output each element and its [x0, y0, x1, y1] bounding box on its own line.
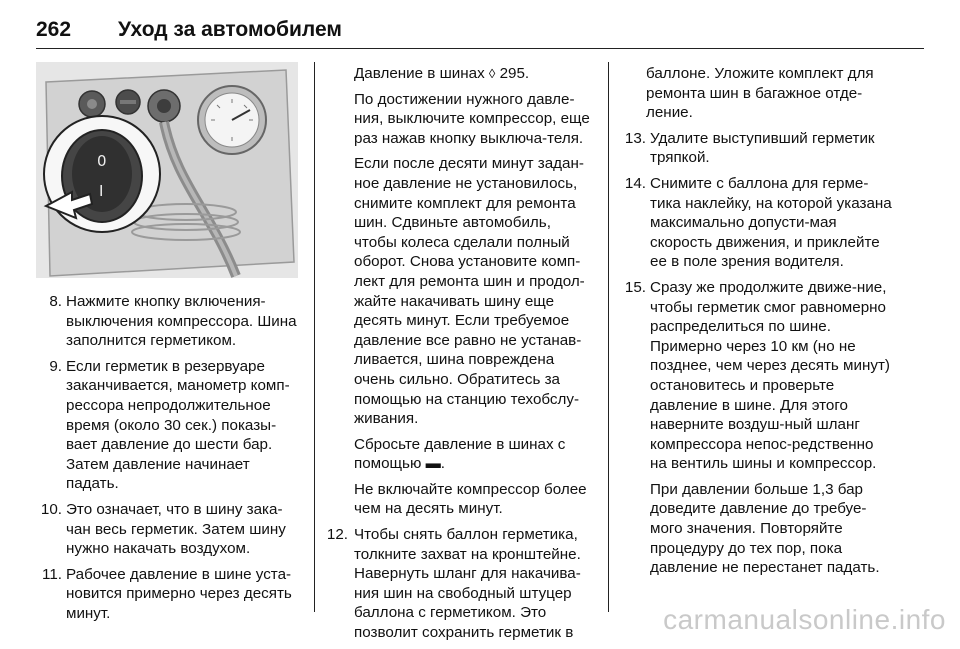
item-number: 11. [42, 565, 62, 583]
item-number: 10. [40, 500, 62, 518]
column-2 [326, 64, 596, 649]
page-header [36, 18, 924, 48]
knob-top-label: 0 [97, 152, 107, 170]
column-divider [314, 62, 315, 612]
list-item [36, 357, 298, 494]
list-item [36, 565, 298, 624]
column-3 [620, 64, 892, 584]
item-number: 13. [624, 129, 646, 147]
item-number: 9. [49, 357, 62, 375]
page-title: Уход за автомобилем [118, 18, 342, 41]
item-number: 8. [49, 293, 62, 310]
item-text: Если герметик в резервуаре заканчивается, манометр комп-рессора непродолжительное время (около 30 сек.) показы-вает давление до шести бар. Затем давление начинает падать. [66, 357, 290, 493]
list-item [620, 129, 892, 168]
page-number: 262 [36, 18, 72, 41]
item-text: Чтобы снять баллон герметика, толкните захват на кронштейне. Навернуть шланг для накачива-ния шин на свободный штуцер баллона с герметиком. Это позволит сохранить герметик в [354, 526, 581, 642]
paragraph: Не включайте компрессор более чем на десять минут. [354, 480, 587, 518]
paragraph: баллоне. Уложите комплект для ремонта шин в багажное отде-ление. [646, 65, 874, 122]
header-rule [36, 48, 924, 49]
list-item [36, 292, 298, 351]
paragraph: Если после десяти минут задан-ное давление не установилось, снимите комплект для ремонта шин. Сдвиньте автомобиль, чтобы колеса сделали полный оборот. Снова установите комп-лект для ремонта шин и продол-жайте накачивать шину еще десять минут. Если требуемое давление все равно не устанав-ливается, шина повреждена очень сильно. Обратитесь за помощью на станцию техобслу-живания. [354, 155, 585, 428]
item-text: Сразу же продолжите движе-ние, чтобы герметик смог равномерно распределиться по шине. Примерно через 10 км (но не позднее, чем через десять минут) остановитесь и проверьте давление в шине. Для этого наверните воздуш-ный шланг компрессора непос-редственно на вентиль шины и компрессор. [650, 278, 890, 473]
compressor-illustration [36, 62, 298, 278]
item-text: Это означает, что в шину зака-чан весь герметик. Затем шину нужно накачать воздухом. [66, 500, 286, 558]
paragraph: При давлении больше 1,3 бар доведите давление до требуе-мого значения. Повторяйте процедуру до тех пор, пока давление не перестанет падать. [650, 480, 880, 577]
list-item [36, 500, 298, 559]
item-text: Снимите с баллона для герме-тика наклейку, на которой указана максимально допусти-мая скорость движения, и приклейте ее в поле зрения водителя. [650, 174, 892, 271]
release-button-icon: ▬ [425, 455, 441, 473]
column-divider [608, 62, 609, 612]
item-number: 12. [326, 526, 348, 544]
knob-bottom-label: I [99, 182, 104, 200]
item-text: Удалите выступивший герметик тряпкой. [650, 129, 875, 167]
reference-arrow-icon: ◊ [488, 66, 496, 81]
list-item [620, 278, 892, 474]
item-number: 14. [624, 174, 646, 192]
page-reference: 295. [495, 65, 530, 82]
paragraph [330, 64, 596, 84]
watermark: carmanualsonline.info [663, 604, 946, 635]
paragraph-end: . [440, 455, 445, 473]
list-item [326, 525, 596, 643]
item-number: 15. [624, 278, 646, 296]
item-text: Рабочее давление в шине уста-новится примерно через десять минут. [66, 565, 292, 622]
compressor-drawing [36, 62, 298, 278]
paragraph: По достижении нужного давле-ния, выключите компрессор, еще раз нажав кнопку выключа-теля. [354, 90, 590, 147]
paragraph [330, 435, 596, 474]
column-1 [36, 292, 298, 630]
paragraph-text: Давление в шинах [354, 65, 489, 82]
item-text: Нажмите кнопку включения-выключения компрессора. Шина заполнится герметиком. [66, 293, 297, 350]
paragraph-text: Сбросьте давление в шинах с помощью [354, 435, 566, 473]
list-item [620, 174, 892, 272]
